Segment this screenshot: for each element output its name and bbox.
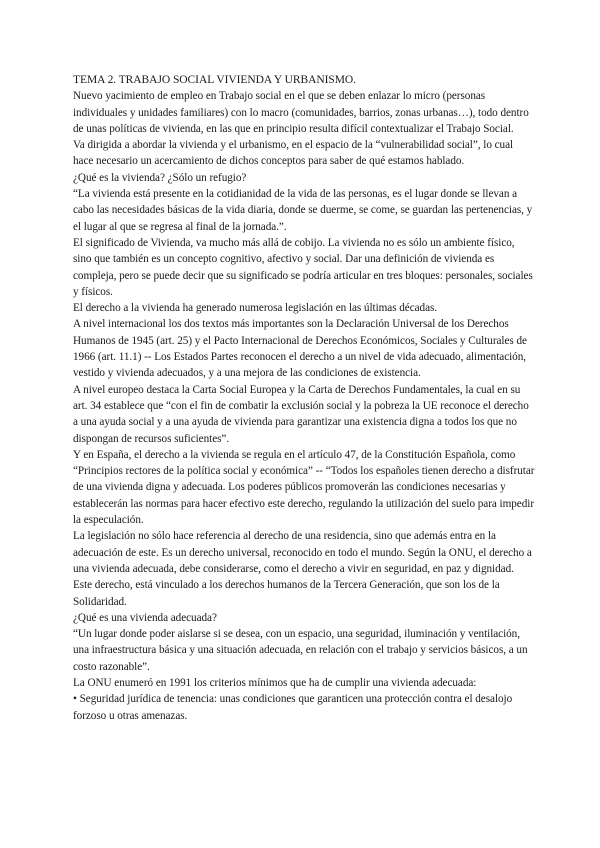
paragraph-intro: Nuevo yacimiento de empleo en Trabajo social en el que se deben enlazar lo micro (personas individuales y unidades familiares) con lo macro (comunidades, barrios, zonas urbanas…), todo dentro de unas políticas de vivienda, en las que en principio resulta difícil contextualizar el Trabajo Social. — [73, 90, 529, 135]
paragraph-significado: El significado de Vivienda, va mucho más allá de cobijo. La vivienda no es sólo un ambiente físico, sino que también es un concepto cognitivo, afectivo y social. Dar una definición de vivienda es compleja, pero se puede decir que su significado se podría articular en tres bloques: personales, sociales y físicos. — [73, 236, 533, 298]
document-title: TEMA 2. TRABAJO SOCIAL VIVIENDA Y URBANISMO. — [73, 74, 356, 86]
list-item-seguridad-juridica: • Seguridad jurídica de tenencia: unas condiciones que garanticen una protección contra el desalojo forzoso u otras amenazas. — [73, 693, 513, 722]
quote-vivienda: “La vivienda está presente en la cotidianidad de la vida de las personas, es el lugar donde se llevan a cabo las necesidades básicas de la vida diaria, donde se duerme, se come, se guardan las pertenencias, y el lugar al que se regresa al final de la jornada.”. — [73, 188, 533, 233]
paragraph-adecuacion: La legislación no sólo hace referencia al derecho de una residencia, sino que además entra en la adecuación de este. Es un derecho universal, reconocido en todo el mundo. Según la ONU, el derecho a una vivienda adecuada, debe considerarse, como el derecho a vivir en seguridad, en paz y dignidad. Este derecho, está vinculado a los derechos humanos de la Tercera Generación, que son los de la Solidaridad. — [73, 530, 532, 608]
paragraph-onu-criterios: La ONU enumeró en 1991 los criterios mínimos que ha de cumplir una vivienda adecuada: — [73, 676, 477, 689]
document-page — [73, 72, 535, 724]
heading-vivienda-adecuada: ¿Qué es una vivienda adecuada? — [73, 611, 217, 624]
paragraph-legislacion: El derecho a la vivienda ha generado numerosa legislación en las últimas décadas. — [73, 302, 438, 315]
heading-que-es-vivienda: ¿Qué es la vivienda? ¿Sólo un refugio? — [73, 171, 247, 184]
paragraph-europeo: A nivel europeo destaca la Carta Social Europea y la Carta de Derechos Fundamentales, la cual en su art. 34 establece que “con el fin de combatir la exclusión social y la pobreza la UE reconoce el derecho a una ayuda social y a una ayuda de vivienda para garantizar una existencia digna a todos los que no dispongan de recursos suficientes”. — [73, 383, 529, 445]
paragraph-espana: Y en España, el derecho a la vivienda se regula en el artículo 47, de la Constitución Española, como “Principios rectores de la política social y económica” -- “Todos los españoles tienen derecho a disfrutar de una vivienda digna y adecuada. Los poderes públicos promoverán las condiciones necesarias y establecerán las normas para hacer efectivo este derecho, regulando la utilización del suelo para impedir la especulación. — [73, 448, 535, 527]
paragraph-vulnerability: Va dirigida a abordar la vivienda y el urbanismo, en el espacio de la “vulnerabilidad social”, lo cual hace necesario un acercamiento de dichos conceptos para saber de qué estamos hablado. — [73, 139, 514, 168]
paragraph-internacional: A nivel internacional los dos textos más importantes son la Declaración Universal de los Derechos Humanos de 1945 (art. 25) y el Pacto Internacional de Derechos Económicos, Sociales y Culturales de 1966 (art. 11.1) -- Los Estados Partes reconocen el derecho a un nivel de vida adecuado, alimentación, vestido y vivienda adecuados, y a una mejora de las condiciones de existencia. — [73, 318, 527, 380]
quote-lugar: “Un lugar donde poder aislarse si se desea, con un espacio, una seguridad, iluminación y ventilación, una infraestructura básica y una situación adecuada, en relación con el trabajo y servicios básicos, a un costo razonable”. — [73, 628, 528, 673]
